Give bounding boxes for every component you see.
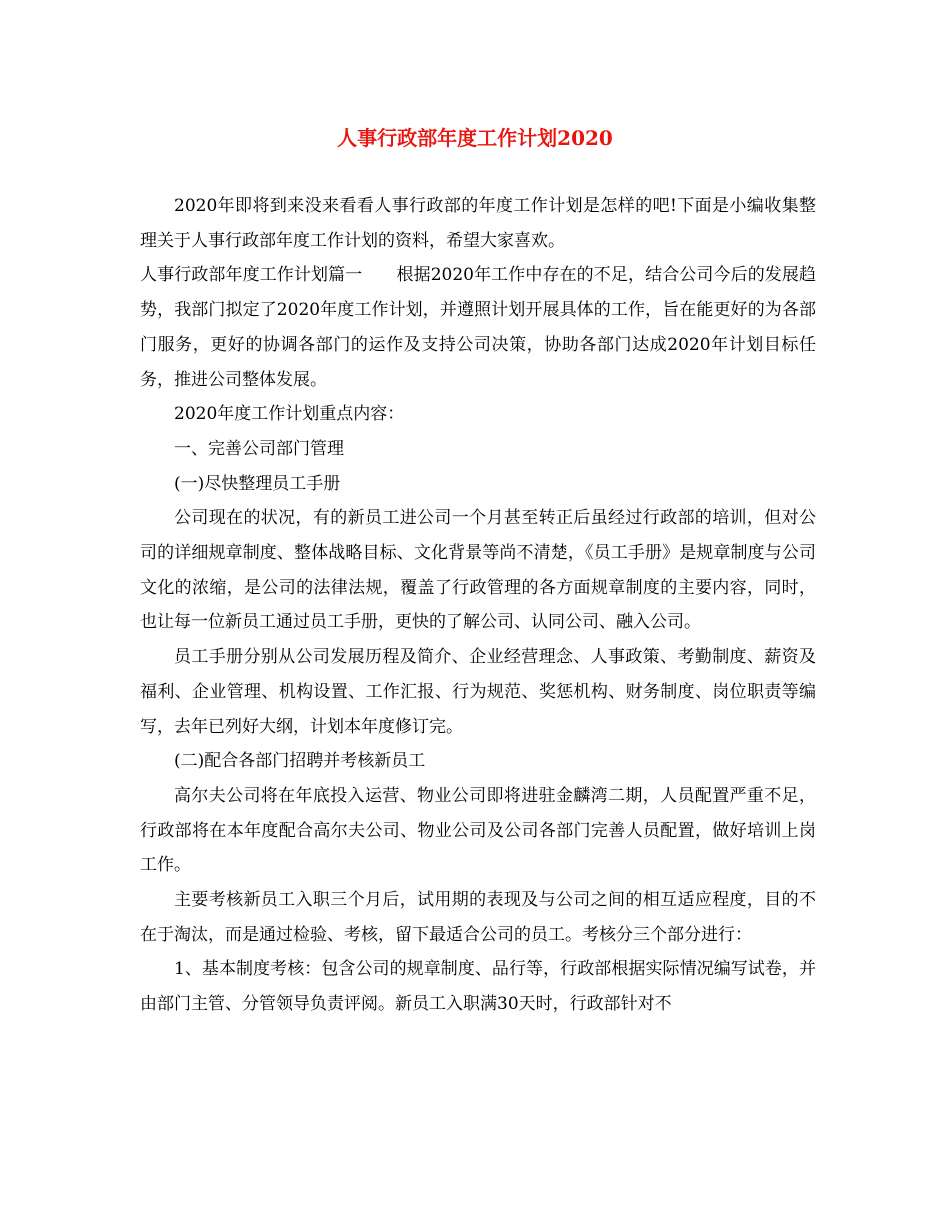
paragraph-intro: 2020年即将到来没来看看人事行政部的年度工作计划是怎样的吧!下面是小编收集整理关于人事行政部年度工作计划的资料，希望大家喜欢。 <box>140 196 816 251</box>
paragraph-key-content-heading: 2020年度工作计划重点内容： <box>174 404 405 425</box>
paragraph-basic-assessment: 1、基本制度考核：包含公司的规章制度、品行等，行政部根据实际情况编写试卷，并由部门主管、分管领导负责评阅。新员工入职满30天时，行政部针对不 <box>140 959 816 1015</box>
section-heading-1: 一、完善公司部门管理 <box>174 438 344 459</box>
subsection-heading-2: (二)配合各部门招聘并考核新员工 <box>174 751 426 772</box>
paragraph-assessment: 主要考核新员工入职三个月后，试用期的表现及与公司之间的相互适应程度，目的不在于淘汰，而是通过检验、考核，留下最适合公司的员工。考核分三个部分进行： <box>140 890 816 945</box>
document-body <box>140 189 816 1022</box>
paragraph-handbook-status: 公司现在的状况，有的新员工进公司一个月甚至转正后虽经过行政部的培训，但对公司的详细规章制度、整体战略目标、文化背景等尚不清楚，《员工手册》是规章制度与公司文化的浓缩，是公司的法律法规，覆盖了行政管理的各方面规章制度的主要内容，同时，也让每一位新员工通过员工手册，更快的了解公司、认同公司、融入公司。 <box>140 508 816 633</box>
paragraph-handbook-contents: 员工手册分别从公司发展历程及简介、企业经营理念、人事政策、考勤制度、薪资及福利、企业管理、机构设置、工作汇报、行为规范、奖惩机构、财务制度、岗位职责等编写，去年已列好大纲，计划本年度修订完。 <box>140 647 816 737</box>
subsection-heading-1: (一)尽快整理员工手册 <box>174 473 341 494</box>
paragraph-plan-overview: 人事行政部年度工作计划篇一 根据2020年工作中存在的不足，结合公司今后的发展趋势，我部门拟定了2020年度工作计划，并遵照计划开展具体的工作，旨在能更好的为各部门服务，更好的协调各部门的运作及支持公司决策，协助各部门达成2020年计划目标任务，推进公司整体发展。 <box>140 265 816 390</box>
paragraph-recruitment: 高尔夫公司将在年底投入运营、物业公司即将进驻金麟湾二期，人员配置严重不足，行政部将在本年度配合高尔夫公司、物业公司及公司各部门完善人员配置，做好培训上岗工作。 <box>140 785 816 876</box>
document-title: 人事行政部年度工作计划2020 <box>337 126 613 150</box>
